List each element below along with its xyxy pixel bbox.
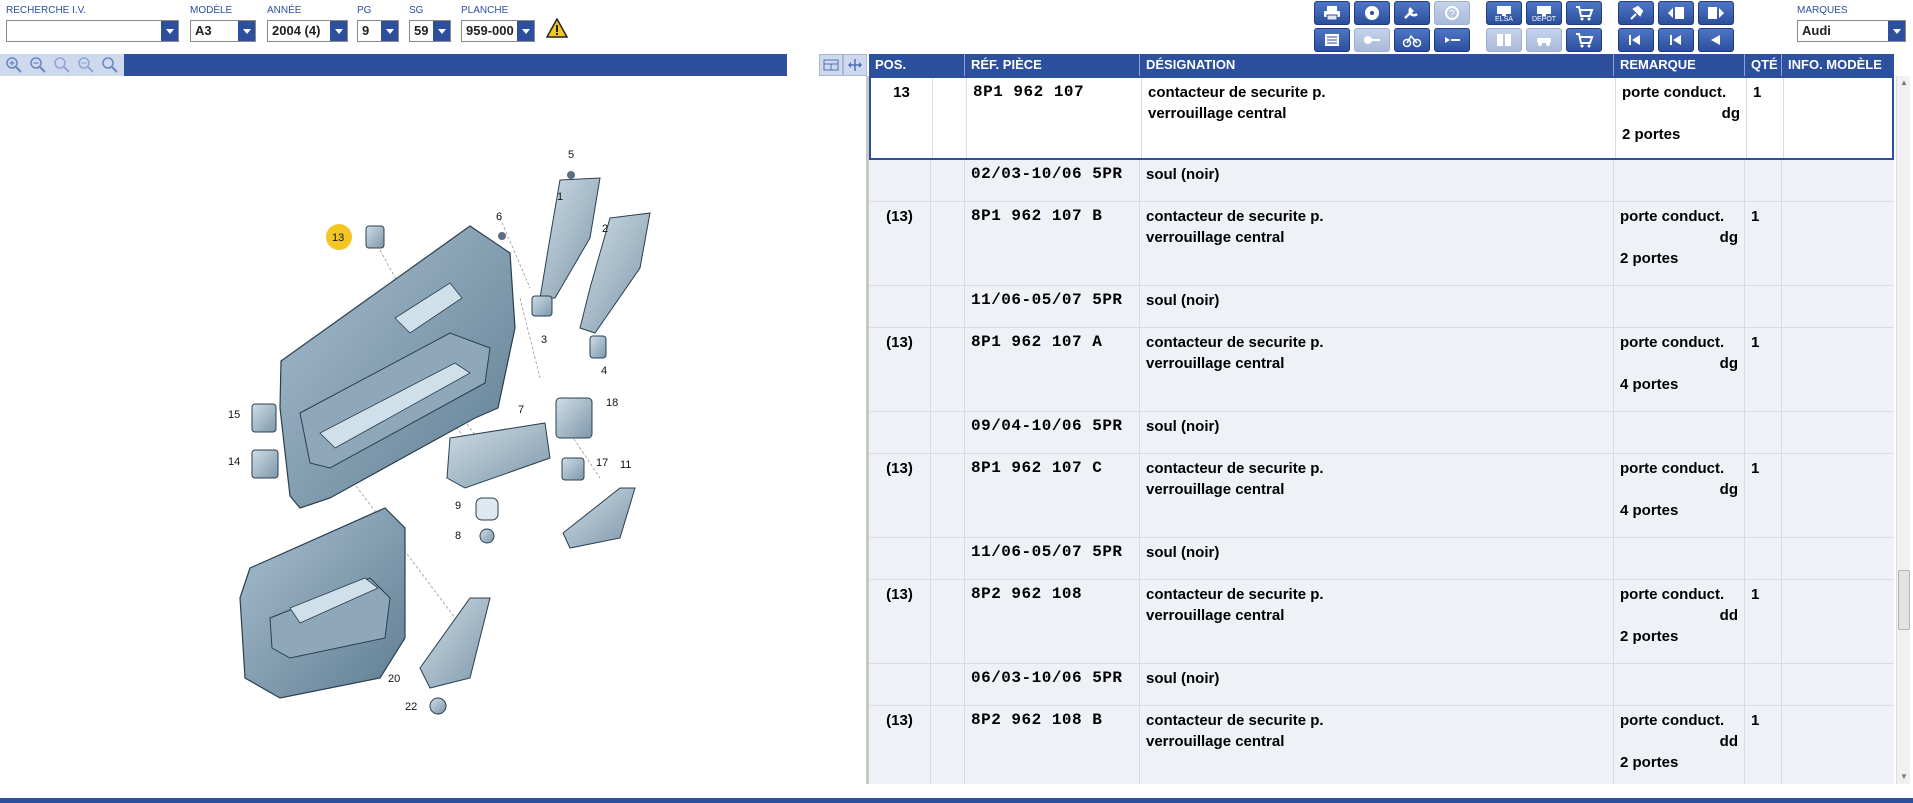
cell-des-text: contacteur de securite p. verrouillage central bbox=[1146, 208, 1324, 246]
help-icon bbox=[1442, 5, 1462, 21]
first-button[interactable] bbox=[1618, 28, 1654, 52]
part-13 bbox=[366, 226, 384, 248]
cell-empty bbox=[931, 454, 965, 537]
rem-line-3: 2 portes bbox=[1622, 126, 1681, 143]
cell-info bbox=[1782, 160, 1894, 201]
zoom-out-icon bbox=[29, 56, 47, 74]
pg-select[interactable] bbox=[357, 20, 399, 42]
chevron-down-icon[interactable] bbox=[517, 21, 534, 41]
cell-des bbox=[1140, 706, 1614, 784]
modele-select[interactable] bbox=[190, 20, 256, 42]
cell-ref: 09/04-10/06 5PR bbox=[965, 412, 1140, 453]
resize-toggle-button[interactable] bbox=[843, 54, 867, 76]
zoom-out-button[interactable] bbox=[27, 56, 49, 75]
pin-button[interactable] bbox=[1618, 1, 1654, 25]
cell-des: soul (noir) bbox=[1140, 664, 1614, 705]
filter-recherche-label: RECHERCHE I.V. bbox=[6, 5, 87, 16]
cell-qte: 1 bbox=[1745, 454, 1782, 537]
filter-annee-label: ANNÉE bbox=[267, 5, 302, 16]
cell-rem bbox=[1614, 160, 1745, 201]
cell-info bbox=[1782, 328, 1894, 411]
rear-door-panel bbox=[240, 508, 405, 698]
chevron-down-icon[interactable] bbox=[161, 21, 178, 41]
cell-pos bbox=[869, 664, 931, 705]
rem-line-2: dg bbox=[1719, 481, 1738, 498]
part-15 bbox=[252, 404, 276, 432]
filter-annee bbox=[267, 4, 348, 42]
page-next-icon bbox=[1706, 5, 1726, 21]
part-4 bbox=[590, 336, 606, 358]
cell-pos bbox=[869, 160, 931, 201]
arrow-line-icon bbox=[1442, 32, 1462, 48]
cell-info bbox=[1782, 538, 1894, 579]
zoom-fit-button[interactable] bbox=[51, 56, 73, 75]
part-14 bbox=[252, 450, 278, 478]
table-row[interactable] bbox=[869, 538, 1894, 580]
sg-value: 59 bbox=[414, 23, 429, 38]
layout-toggle-button[interactable] bbox=[819, 54, 843, 76]
doc-button[interactable] bbox=[1486, 28, 1522, 52]
callout-22[interactable]: 22 bbox=[405, 701, 418, 713]
back-button[interactable] bbox=[1698, 28, 1734, 52]
planche-value: 959-000 bbox=[466, 23, 514, 38]
callout-6[interactable]: 6 bbox=[496, 211, 503, 223]
chevron-down-icon[interactable] bbox=[1888, 21, 1905, 41]
filter-planche-label: PLANCHE bbox=[461, 5, 509, 16]
cell-rem bbox=[1614, 412, 1745, 453]
resize-icon bbox=[847, 58, 863, 72]
key-button[interactable] bbox=[1354, 28, 1390, 52]
zoom-reset-button[interactable] bbox=[99, 56, 121, 75]
cell-des bbox=[1140, 202, 1614, 285]
trim-part-7 bbox=[447, 423, 550, 488]
cell-des bbox=[1140, 454, 1614, 537]
document-icon bbox=[1494, 32, 1514, 48]
cell-ref: 8P2 962 108 bbox=[965, 580, 1140, 663]
cell-empty bbox=[933, 78, 967, 158]
key-icon bbox=[1362, 32, 1382, 48]
rem-line-3: 4 portes bbox=[1620, 376, 1679, 393]
viewer-toolbar bbox=[0, 54, 787, 76]
callout-18[interactable]: 18 bbox=[606, 397, 619, 409]
cell-pos bbox=[869, 286, 931, 327]
cell-empty bbox=[931, 706, 965, 784]
brand-select[interactable] bbox=[1797, 20, 1906, 42]
insert-button[interactable] bbox=[1434, 28, 1470, 52]
cell-empty bbox=[931, 286, 965, 327]
cell-info bbox=[1782, 664, 1894, 705]
chevron-down-icon[interactable] bbox=[433, 21, 450, 41]
cell-info bbox=[1782, 706, 1894, 784]
cell-info bbox=[1782, 202, 1894, 285]
depot-button[interactable] bbox=[1526, 1, 1562, 25]
cell-des: soul (noir) bbox=[1140, 412, 1614, 453]
next-page-button[interactable] bbox=[1698, 1, 1734, 25]
callout-8[interactable]: 8 bbox=[455, 530, 462, 542]
rem-line-1: porte conduct. bbox=[1620, 208, 1725, 225]
cell-ref: 11/06-05/07 5PR bbox=[965, 538, 1140, 579]
disc-button[interactable] bbox=[1354, 1, 1390, 25]
cell-des: soul (noir) bbox=[1140, 538, 1614, 579]
callout-17[interactable]: 17 bbox=[596, 457, 609, 469]
cell-info bbox=[1782, 580, 1894, 663]
cart-add-icon bbox=[1574, 32, 1594, 48]
cell-info bbox=[1782, 412, 1894, 453]
col-header-des[interactable]: DÉSIGNATION bbox=[1140, 54, 1614, 76]
part-22 bbox=[430, 698, 446, 714]
part-17 bbox=[562, 458, 584, 480]
annee-value: 2004 (4) bbox=[272, 23, 321, 38]
cell-qte bbox=[1745, 538, 1782, 579]
disc-icon bbox=[1362, 5, 1382, 21]
prev-page-button[interactable] bbox=[1658, 1, 1694, 25]
cell-ref: 8P1 962 107 A bbox=[965, 328, 1140, 411]
cell-des: soul (noir) bbox=[1140, 160, 1614, 201]
col-header-pos[interactable]: POS. bbox=[869, 54, 965, 76]
rem-line-2: dg bbox=[1721, 105, 1740, 122]
part-6 bbox=[498, 232, 506, 240]
rem-line-1: porte conduct. bbox=[1620, 460, 1725, 477]
add-cart-button[interactable] bbox=[1566, 28, 1602, 52]
callout-7[interactable]: 7 bbox=[518, 404, 525, 416]
parts-diagram bbox=[0, 78, 787, 798]
page-prev-icon bbox=[1666, 5, 1686, 21]
scroll-up-icon[interactable]: ▲ bbox=[1900, 78, 1908, 87]
chevron-down-icon[interactable] bbox=[330, 21, 347, 41]
modele-value: A3 bbox=[195, 23, 212, 38]
callout-9[interactable]: 9 bbox=[455, 500, 462, 512]
part-8 bbox=[480, 529, 494, 543]
cell-qte bbox=[1745, 664, 1782, 705]
zoom-in-button[interactable] bbox=[3, 56, 25, 75]
list-button[interactable] bbox=[1314, 28, 1350, 52]
cell-des bbox=[1140, 328, 1614, 411]
table-row[interactable] bbox=[869, 412, 1894, 454]
cell-empty bbox=[931, 664, 965, 705]
vehicle-button[interactable] bbox=[1394, 28, 1430, 52]
zoom-in-icon bbox=[5, 56, 23, 74]
rem-line-1: porte conduct. bbox=[1620, 334, 1725, 351]
rem-line-2: dg bbox=[1719, 355, 1738, 372]
previous-icon bbox=[1666, 32, 1686, 48]
zoom-width-icon bbox=[77, 56, 95, 74]
cell-qte: 1 bbox=[1745, 706, 1782, 784]
zoom-controls bbox=[0, 54, 124, 76]
cell-rem bbox=[1614, 706, 1745, 784]
cell-empty bbox=[931, 202, 965, 285]
brand-label: MARQUES bbox=[1797, 5, 1848, 16]
previous-button[interactable] bbox=[1658, 28, 1694, 52]
callout-4[interactable]: 4 bbox=[601, 365, 608, 377]
cell-empty bbox=[931, 160, 965, 201]
layout-icon bbox=[823, 59, 839, 71]
cell-pos: (13) bbox=[869, 202, 931, 285]
part-18 bbox=[556, 398, 592, 438]
repair-button[interactable] bbox=[1394, 1, 1430, 25]
filter-sg-label: SG bbox=[409, 5, 424, 16]
zoom-reset-icon bbox=[101, 56, 119, 74]
filter-recherche bbox=[6, 4, 179, 42]
callout-14[interactable]: 14 bbox=[228, 456, 241, 468]
cell-qte bbox=[1745, 286, 1782, 327]
col-header-info[interactable]: INFO. MODÈLE bbox=[1788, 57, 1882, 72]
rem-line-1: porte conduct. bbox=[1620, 712, 1725, 729]
table-row[interactable] bbox=[869, 328, 1894, 412]
panel-toggle-icons bbox=[819, 54, 869, 76]
cell-rem bbox=[1614, 538, 1745, 579]
cell-qte: 1 bbox=[1745, 202, 1782, 285]
brand-value: Audi bbox=[1802, 23, 1831, 38]
cell-empty bbox=[931, 580, 965, 663]
pg-value: 9 bbox=[362, 23, 370, 38]
depot-label: DEPOT bbox=[1531, 16, 1557, 23]
vehicle-doc-button[interactable] bbox=[1526, 28, 1562, 52]
cart-button[interactable] bbox=[1566, 1, 1602, 25]
pin-icon bbox=[1626, 5, 1646, 21]
part-9 bbox=[476, 498, 498, 520]
rem-line-3: 2 portes bbox=[1620, 250, 1679, 267]
table-row[interactable] bbox=[869, 454, 1894, 538]
cell-rem bbox=[1614, 286, 1745, 327]
help-button[interactable] bbox=[1434, 1, 1470, 25]
cell-des-text: contacteur de securite p. verrouillage central bbox=[1146, 460, 1324, 498]
table-scrollbar[interactable] bbox=[1896, 76, 1910, 784]
cell-info bbox=[1784, 78, 1894, 158]
warning-icon[interactable] bbox=[546, 18, 568, 38]
car-icon bbox=[1534, 32, 1554, 48]
cell-ref: 02/03-10/06 5PR bbox=[965, 160, 1140, 201]
bike-icon bbox=[1402, 32, 1422, 48]
trim-part-1 bbox=[540, 178, 600, 298]
table-row[interactable] bbox=[869, 76, 1894, 160]
play-back-icon bbox=[1706, 32, 1726, 48]
cell-des-text: contacteur de securite p. verrouillage central bbox=[1146, 334, 1324, 372]
print-button[interactable] bbox=[1314, 1, 1350, 25]
cell-empty bbox=[931, 328, 965, 411]
cell-rem bbox=[1614, 664, 1745, 705]
parts-table-header bbox=[869, 54, 1894, 76]
cell-pos bbox=[869, 412, 931, 453]
filter-pg bbox=[357, 4, 399, 42]
wrench-icon bbox=[1402, 5, 1422, 21]
scrollbar-thumb[interactable] bbox=[1898, 570, 1910, 630]
rem-line-1: porte conduct. bbox=[1620, 586, 1725, 603]
part-3 bbox=[532, 296, 552, 316]
cell-empty bbox=[931, 412, 965, 453]
chevron-down-icon[interactable] bbox=[381, 21, 398, 41]
filter-planche bbox=[461, 4, 535, 42]
filter-sg bbox=[409, 4, 451, 42]
cell-info bbox=[1782, 286, 1894, 327]
table-row[interactable] bbox=[869, 664, 1894, 706]
first-icon bbox=[1626, 32, 1646, 48]
cell-ref: 8P2 962 108 B bbox=[965, 706, 1140, 784]
cell-rem bbox=[1616, 78, 1747, 158]
cell-ref: 8P1 962 107 bbox=[967, 78, 1142, 158]
callout-1[interactable]: 1 bbox=[557, 191, 564, 203]
table-row[interactable] bbox=[869, 202, 1894, 286]
rem-line-2: dd bbox=[1719, 733, 1738, 750]
callout-3[interactable]: 3 bbox=[541, 334, 548, 346]
col-header-ref[interactable]: RÉF. PIÈCE bbox=[965, 54, 1140, 76]
cell-qte: 1 bbox=[1745, 328, 1782, 411]
cell-empty bbox=[931, 538, 965, 579]
table-row[interactable] bbox=[869, 580, 1894, 664]
sg-select[interactable] bbox=[409, 20, 451, 42]
callout-2[interactable]: 2 bbox=[602, 223, 609, 235]
callout-15[interactable]: 15 bbox=[228, 409, 241, 421]
filter-brand bbox=[1797, 4, 1906, 42]
cell-qte bbox=[1745, 412, 1782, 453]
col-header-qte[interactable]: QTÉ bbox=[1745, 54, 1782, 76]
cell-pos: 13 bbox=[871, 78, 933, 158]
cell-rem bbox=[1614, 202, 1745, 285]
cell-pos bbox=[869, 538, 931, 579]
svg-text:?: ? bbox=[1449, 9, 1455, 20]
trim-part-11 bbox=[563, 488, 635, 548]
printer-icon bbox=[1322, 5, 1342, 21]
cell-des-text: contacteur de securite p. verrouillage central bbox=[1148, 84, 1326, 122]
rem-line-2: dg bbox=[1719, 229, 1738, 246]
cell-pos: (13) bbox=[869, 706, 931, 784]
rem-line-3: 2 portes bbox=[1620, 628, 1679, 645]
table-row[interactable] bbox=[869, 706, 1894, 784]
table-row[interactable] bbox=[869, 286, 1894, 328]
zoom-width-button[interactable] bbox=[75, 56, 97, 75]
callout-13[interactable]: 13 bbox=[332, 232, 345, 244]
cell-rem bbox=[1614, 328, 1745, 411]
cell-info bbox=[1782, 454, 1894, 537]
cell-des bbox=[1142, 78, 1616, 158]
bottom-status-bar bbox=[0, 798, 1913, 803]
filter-pg-label: PG bbox=[357, 5, 372, 16]
callout-5[interactable]: 5 bbox=[568, 149, 575, 161]
cell-pos: (13) bbox=[869, 328, 931, 411]
elsa-button[interactable] bbox=[1486, 1, 1522, 25]
callout-11[interactable]: 11 bbox=[620, 459, 632, 471]
cell-rem bbox=[1614, 454, 1745, 537]
cell-des bbox=[1140, 580, 1614, 663]
recherche-select[interactable] bbox=[6, 20, 179, 42]
cell-qte bbox=[1745, 160, 1782, 201]
cell-des: soul (noir) bbox=[1140, 286, 1614, 327]
planche-select[interactable] bbox=[461, 20, 535, 42]
cell-des-text: contacteur de securite p. verrouillage central bbox=[1146, 712, 1324, 750]
filter-modele-label: MODÈLE bbox=[190, 5, 233, 16]
cell-des-text: contacteur de securite p. verrouillage central bbox=[1146, 586, 1324, 624]
elsa-label: ELSA bbox=[1495, 16, 1513, 23]
cell-rem bbox=[1614, 580, 1745, 663]
parts-table bbox=[869, 76, 1894, 784]
table-row[interactable] bbox=[869, 160, 1894, 202]
cell-ref: 8P1 962 107 B bbox=[965, 202, 1140, 285]
cell-qte: 1 bbox=[1747, 78, 1784, 158]
part-5 bbox=[567, 171, 575, 179]
cell-ref: 11/06-05/07 5PR bbox=[965, 286, 1140, 327]
cell-pos: (13) bbox=[869, 580, 931, 663]
col-header-rem[interactable]: REMARQUE bbox=[1614, 54, 1745, 76]
list-icon bbox=[1322, 32, 1342, 48]
cart-icon bbox=[1574, 5, 1594, 21]
trim-part-20 bbox=[420, 598, 490, 688]
cell-qte: 1 bbox=[1745, 580, 1782, 663]
zoom-fit-icon bbox=[53, 56, 71, 74]
rem-line-3: 4 portes bbox=[1620, 502, 1679, 519]
filter-modele bbox=[190, 4, 256, 42]
cell-ref: 06/03-10/06 5PR bbox=[965, 664, 1140, 705]
cell-pos: (13) bbox=[869, 454, 931, 537]
scroll-down-icon[interactable]: ▼ bbox=[1900, 772, 1908, 781]
annee-select[interactable] bbox=[267, 20, 348, 42]
rem-line-3: 2 portes bbox=[1620, 754, 1679, 771]
rem-line-1: porte conduct. bbox=[1622, 84, 1727, 101]
cell-ref: 8P1 962 107 C bbox=[965, 454, 1140, 537]
chevron-down-icon[interactable] bbox=[238, 21, 255, 41]
rem-line-2: dd bbox=[1719, 607, 1738, 624]
callout-20[interactable]: 20 bbox=[388, 673, 401, 685]
